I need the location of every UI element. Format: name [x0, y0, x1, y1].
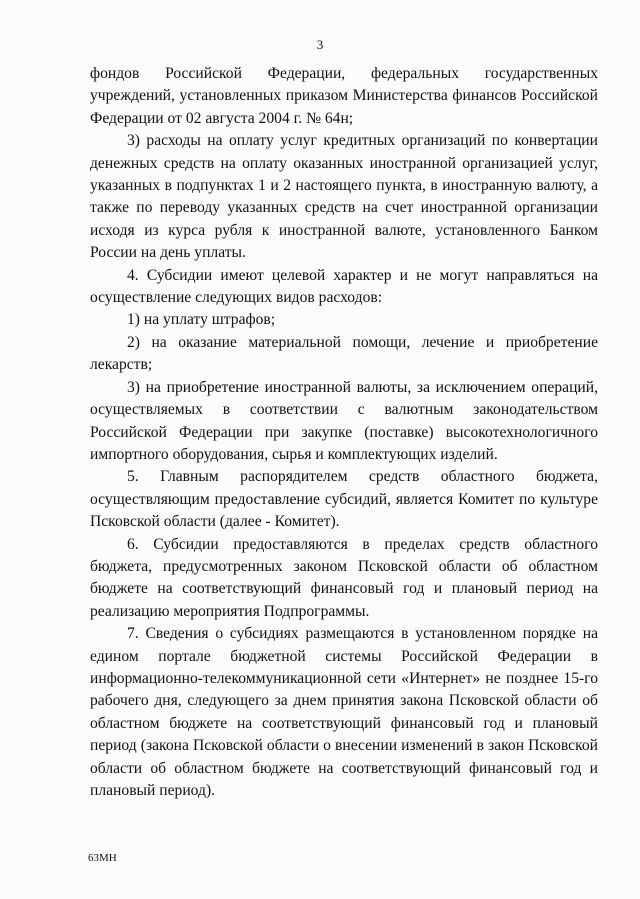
paragraph-item-material-aid: 2) на оказание материальной помощи, лечение и приобретение лекарств; — [90, 333, 598, 374]
paragraph-section-6: 6. Субсидии предоставляются в пределах средств областного бюджета, предусмотренных законом Псковской области об областном бюджете на соответствующий финансовый год и плановый период на реализацию мероприятия Подпрограммы. — [90, 535, 598, 620]
paragraph-section-4: 4. Субсидии имеют целевой характер и не могут направляться на осуществление следующих видов расходов: — [90, 266, 598, 307]
footer-document-code: 63МН — [88, 852, 117, 864]
document-body — [90, 63, 598, 802]
paragraph-section-5: 5. Главным распорядителем средств областного бюджета, осуществляющим предоставление субсидий, является Комитет по культуре Псковской области (далее - Комитет). — [90, 468, 598, 531]
paragraph-item-3-currency-conversion: 3) расходы на оплату услуг кредитных организаций по конвертации денежных средств на оплату оказанных иностранной организацией услуг, указанных в подпунктах 1 и 2 настоящего пункта, в иностранную валюту, а также по переводу указанных средств на счет иностранной организации исходя из курса рубля к иностранной валюте, установленного Банком России на день уплаты. — [90, 132, 598, 262]
paragraph-section-7: 7. Сведения о субсидиях размещаются в установленном порядке на едином портале бюджетной системы Российской Федерации в информационно-телекоммуникационной сети «Интернет» не позднее 15-го рабочего дня, следующего за днем принятия закона Псковской области об областном бюджете на соответствующий финансовый год и плановый период (закона Псковской области о внесении изменений в закон Псковской области об областном бюджете на соответствующий финансовый год и плановый период). — [90, 625, 598, 799]
paragraph-item-foreign-currency: 3) на приобретение иностранной валюты, за исключением операций, осуществляемых в соответствии с валютным законодательством Российской Федерации при закупке (поставке) высокотехнологичного импортного оборудования, сырья и комплектующих изделий. — [90, 378, 598, 463]
paragraph-continuation: фондов Российской Федерации, федеральных государственных учреждений, установленных приказом Министерства финансов Российской Федерации от 02 августа 2004 г. № 64н; — [90, 65, 598, 127]
page-number: 3 — [316, 37, 324, 52]
paragraph-item-fines: 1) на уплату штрафов; — [127, 311, 276, 329]
